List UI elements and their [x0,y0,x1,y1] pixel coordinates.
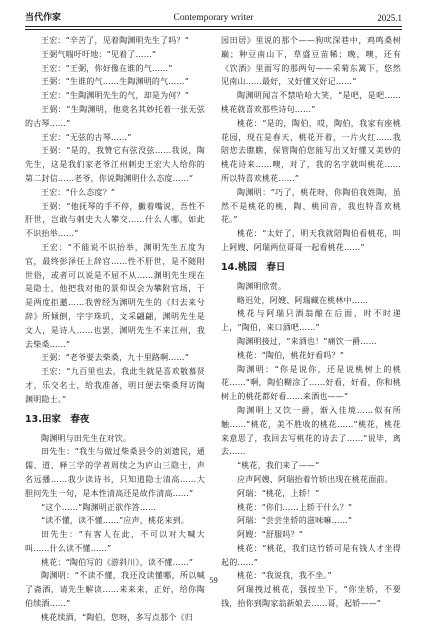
dialogue-paragraph: 王宏：“王弼，你好像在谁的气……” [41,63,173,73]
left-column [25,34,205,622]
dialogue-paragraph: 桃花续酒，“陶伯，您呀，多写点那个《归 [41,612,193,622]
dialogue-paragraph: 桃花：“你们……上轿干什么？” [237,502,353,512]
dialogue-paragraph: 陶渊明接过，“来酒也！”痛饮一爵…… [237,336,377,346]
dialogue-paragraph: 陶渊明：“你是说你，还是说桃树上的桃花……”啊，陶伯糊涂了……好看，好看，你和桃树上的桃花都好看……来酒也——” [221,364,401,402]
right-column [221,34,401,609]
dialogue-paragraph: 略迟处，阿嫂、阿瑞藏在桃林中…… [237,295,369,305]
dialogue-paragraph: 桃花：“我说我，我不坐。” [237,571,332,581]
dialogue-paragraph: 王宏：“不能说不识抬举，渊明先生五度为官，最终彭泽任上辞官……性不肝世，是不随附世俗，或者可以说是不屈不从……渊明先生现在是隐士，他把我对他的景仰误会为攀附官场，于是两度拒邀……我曾经为渊明先生的《归去来兮辞》所倾倒，字字珠玑，文采翩翩，渊明先生是文人，是诗人……也罢，渊明先生不来江州，我去柴桑……” [25,242,205,349]
continued-paragraph: 园田居》里说的那个——狗吠深巷中，鸡鸣桑树巅；种豆南山下，草盛豆苗稀；晚，噢，还有《饮酒》里面写的那两句——采菊东篱下，悠然见南山……最好，又好懂又好记……” [221,36,401,87]
dialogue-paragraph: 桃花：“桃花，我们这竹轿可是有钱人才坐得起的……” [221,543,401,567]
dialogue-paragraph: 王弼气喘吁吁地：“见着了……” [41,49,157,59]
dialogue-paragraph: 王弼：“生谁的气……生陶渊明的气……” [41,77,189,87]
dialogue-paragraph: 王宏：“无弦的古琴……” [41,132,132,142]
dialogue-paragraph: 王宏：“九百里也去，我此生就是喜欢敬慕贤才，乐交名士，给我准备，明日便去柴桑拜访陶渊明隐士。” [25,367,205,404]
dialogue-paragraph: 桃花：“陶伯写的《游斜川》，读不懂……” [41,557,194,567]
issue-number: 2025.1 [377,13,402,23]
page-number: 59 [209,575,218,585]
dialogue-paragraph: 桃花：“陶伯，桃花好看吗？” [237,350,344,360]
running-header [25,8,402,30]
dialogue-paragraph: 阿嫂：“舒服吗？” [237,530,303,540]
dialogue-paragraph: 阿瑞拽过桃花，强按坐下，“你坐轿，不要钱，抬你到陶家翁新娘去……哥，起轿——” [221,585,401,609]
dialogue-paragraph: 陶渊明闻言不禁哈哈大笑，“是吧，是吧……桃花就喜欢那些诗句……” [221,91,401,114]
dialogue-paragraph: 王弼：“是的，我赞它有弦没弦……我说，陶先生，这是我们家老爷江州刺史王宏大人给你的第二封信……老爷，你说陶渊明什么态度……” [25,146,205,183]
magazine-english-title: Contemporary writer [173,13,254,23]
dialogue-paragraph: 王宏：“辛苦了，见着陶渊明先生了吗？” [41,36,189,45]
dialogue-paragraph: 陶渊明与田先生在对饮。 [41,433,132,443]
scene-heading: 13.田家 春夜 [25,413,90,425]
dialogue-paragraph: 田先生：“有客人在此，不可以对大喊大叫……什么读不懂……” [25,530,205,553]
dialogue-paragraph: 阿瑞：“桃花，上轿！” [237,488,320,498]
dialogue-paragraph: 陶渊明欣赏。 [237,281,287,291]
dialogue-paragraph: 王弼：“老爷要去柴桑，九十里路啊……” [41,353,189,363]
dialogue-paragraph: “这个……”陶渊明正欲作答…… [41,502,157,512]
dialogue-paragraph: “桃花，我们来了——” [237,461,320,471]
dialogue-paragraph: 陶渊明：“巧了，桃花呀，你陶伯我姓陶，虽然不是桃花的桃，陶、桃同音，我也特喜欢桃花。” [221,187,401,225]
dialogue-paragraph: 阿瑞：“尝尝坐轿的滋味嘛……” [237,516,353,526]
dialogue-paragraph: 王宏：“什么态度？” [41,187,116,197]
dialogue-paragraph: 陶渊明：“不读不懂，我还没读懂哪，所以喊了斋酒，请先生解读……来来来，正好，给你陶伯续酒……” [25,571,205,609]
dialogue-paragraph: 桃花：“太好了，明天我就陪陶伯看桃花，叫上阿嫂、阿瑞两位哥哥一起看桃花……” [221,229,401,252]
dialogue-paragraph: 田先生：“我生与做过柴桑县令的刘遗民，通儒、道、释三学的学者周续之为庐山三隐士，声名远播……我少读诗书，只知道隐士清高……大胆问先生一句，是本性清高还是故作清高……” [25,447,205,498]
header-rule-thin [25,29,402,30]
header-rule [25,26,402,27]
dialogue-paragraph: “读不懂，读不懂……”应声，桃花来到。 [41,516,189,526]
dialogue-paragraph: 桃花：“是的，陶伯，哎，陶伯，我家有座桃花园，现在是春天，桃花开着，一片火红……我陪您去瞧瞧，保管陶伯您能写出又好懂又美妙的桃花诗来……噢，对了，我的名字就叫桃花……所以特喜欢桃花……” [221,118,401,183]
scene-heading: 14.桃园 春日 [221,261,286,273]
dialogue-paragraph: 王宏：“生陶渊明先生的气，却是为何？” [41,91,189,101]
dialogue-paragraph: 陶渊明上又饮一爵，渐入佳境……似有所触……“桃花，美不胜收的桃花……”桃花，桃花来意思了，我回去写桃花的诗去了……”说毕，离去…… [221,405,401,457]
dialogue-paragraph: 王弼：“生陶渊明，他竟名其妙托着一张无弦的古琴……” [25,104,205,128]
dialogue-paragraph: 桃花与阿瑞只酒翁酿在后面，时不时递上，“陶伯，来口酒吧……” [221,309,401,333]
dialogue-paragraph: 应声阿嫂、阿瑞抬着竹轿出现在桃花面前。 [237,474,393,484]
dialogue-paragraph: 王弼：“他抚琴的手不停，撇着嘴说，吾性不肝世，岂敢与刺史大人攀交……什么人哪，如此不识抬举……” [25,201,205,239]
magazine-name: 当代作家 [25,13,62,23]
